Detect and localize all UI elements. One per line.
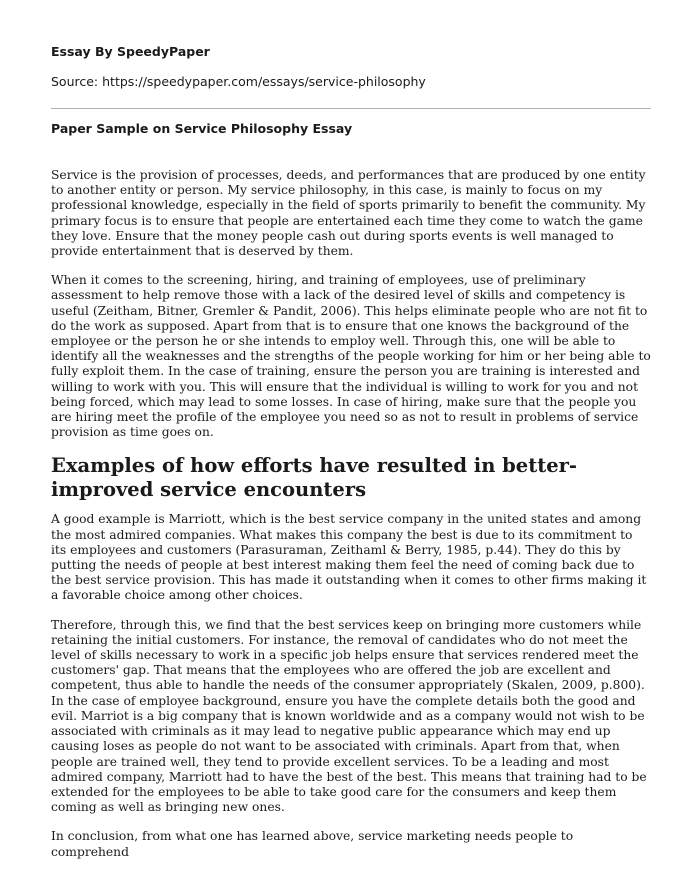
paper-title: Paper Sample on Service Philosophy Essay (51, 121, 353, 136)
paragraph: Service is the provision of processes, deeds, and performances that are produced by one entity to another entity or person. My service philosophy, in this case, is mainly to focus on my professional knowledge, especially in the field of sports primarily to benefit the community. My primary focus is to ensure that people are entertained each time they come to watch the game they love. Ensure that the money people cash out during sports events is well managed to provide entertainment that is deserved by them. (51, 168, 646, 259)
section-heading: Examples of how efforts have resulted in better-improved service encounters (51, 454, 578, 502)
brand-title: Essay By SpeedyPaper (51, 44, 210, 59)
paragraph: A good example is Marriott, which is the best service company in the united states and among the most admired companies. What makes this company the best is due to its commitment to its employees and customers (Parasuraman, Zeithaml & Berry, 1985, p.44). They do this by putting the needs of people at best interest making them feel the need of coming back due to the best service provision. This has made it outstanding when it comes to other firms making it a favorable choice among other choices. (51, 512, 647, 603)
paragraph: In conclusion, from what one has learned above, service marketing needs people to comprehend (51, 829, 574, 859)
essay-body (51, 168, 651, 874)
paragraph: When it comes to the screening, hiring, and training of employees, use of preliminary assessment to help remove those with a lack of the desired level of skills and competency is useful (Zeitham, Bitner, Gremler & Pandit, 2006). This helps eliminate people who are not fit to do the work as supposed. Apart from that is to ensure that one knows the background of the employee or the person he or she intends to employ well. Through this, one will be able to identify all the weaknesses and the strengths of the people working for him or her being able to fully exploit them. In the case of training, ensure the person you are training is interested and willing to work with you. This will ensure that the individual is willing to work for you and not being forced, which may lead to some losses. In case of hiring, make sure that the people you are hiring meet the profile of the employee you need so as not to result in problems of service provision as time goes on. (51, 273, 651, 440)
header-divider (51, 108, 651, 109)
source-line: Source: https://speedypaper.com/essays/service-philosophy (51, 74, 426, 89)
paragraph: Therefore, through this, we find that the best services keep on bringing more customers while retaining the initial customers. For instance, the removal of candidates who do not meet the level of skills necessary to work in a specific job helps ensure that services rendered meet the customers' gap. That means that the employees who are offered the job are excellent and competent, thus able to handle the needs of the consumer appropriately (Skalen, 2009, p.800). In the case of employee background, ensure you have the complete details both the good and evil. Marriot is a big company that is known worldwide and as a company would not wish to be associated with criminals as it may lead to negative public appearance which may end up causing loses as people do not want to be associated with criminals. Apart from that, when people are trained well, they tend to provide excellent services. To be a leading and most admired company, Marriott had to have the best of the best. This means that training had to be extended for the employees to be able to take good care for the consumers and keep them coming as well as bringing new ones. (51, 617, 647, 815)
